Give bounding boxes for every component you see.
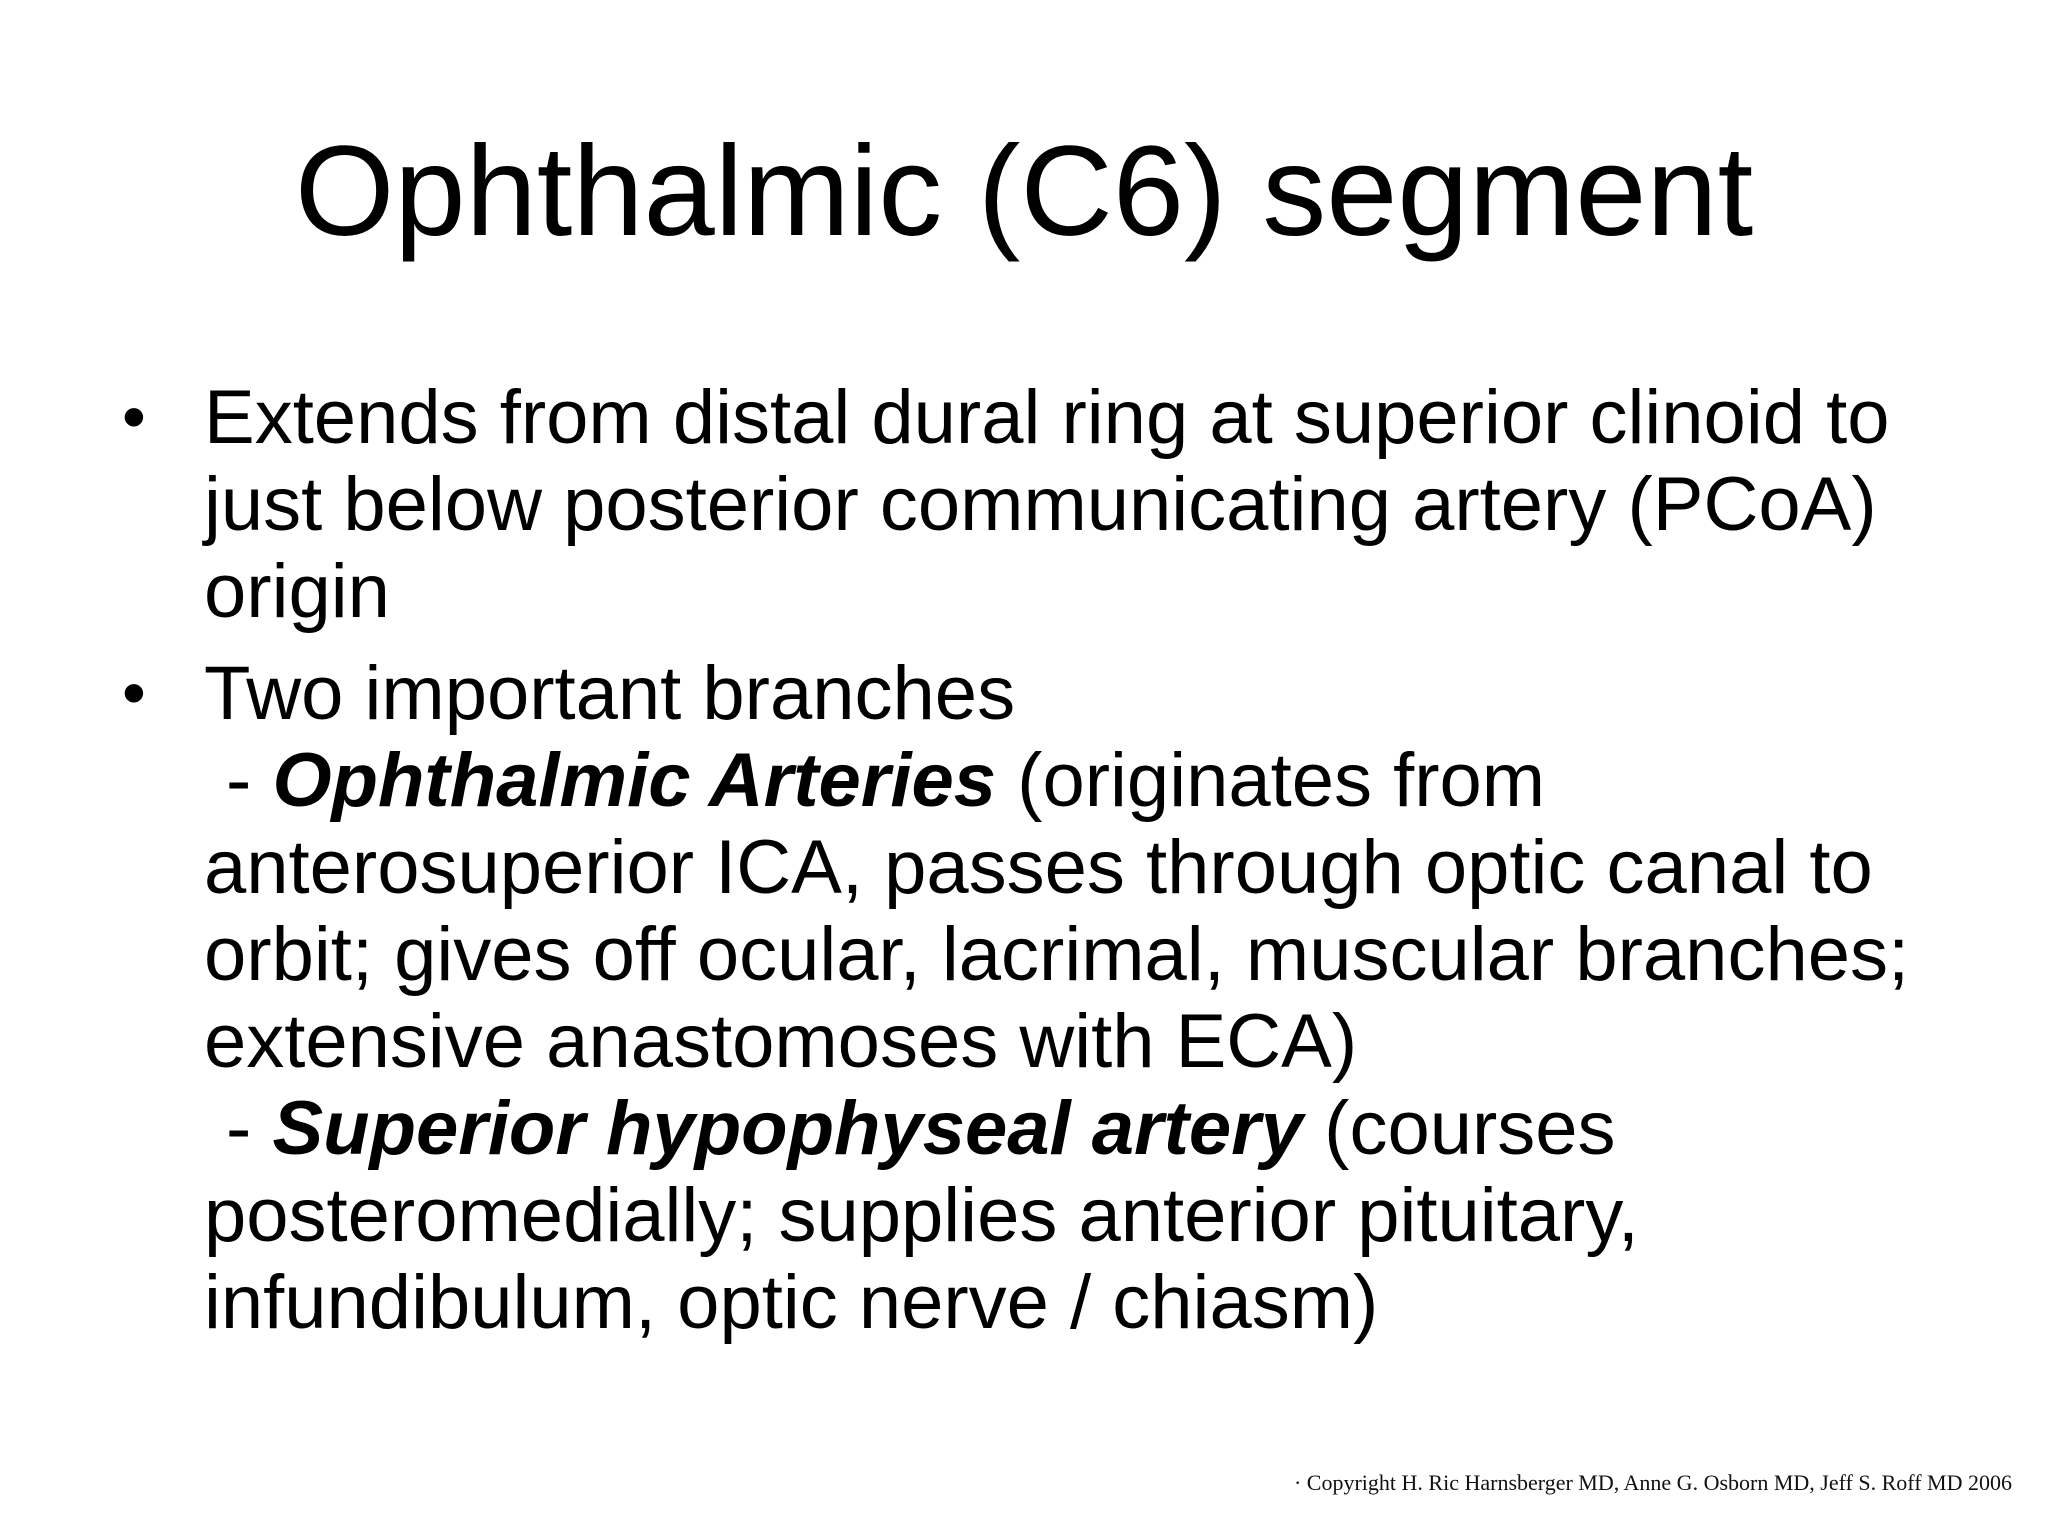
bullet-text: Extends from distal dural ring at superior clinoid to just below posterior communicating artery (PCoA) origin xyxy=(204,375,1890,634)
bullet-heading: Two important branches xyxy=(204,651,1016,736)
bullet-item-extent xyxy=(120,374,1980,635)
branch-name: Ophthalmic Arteries xyxy=(272,738,997,823)
bullet-dot-icon: • xyxy=(122,379,146,455)
bullet-dot-icon: • xyxy=(122,655,146,731)
branch-description: (originates from anterosuperior ICA, passes through optic canal to orbit; gives off ocular, lacrimal, muscular branches; extensive anastomoses with ECA) xyxy=(204,738,1910,1084)
branch-description: (courses posteromedially; supplies anterior pituitary, infundibulum, optic nerve / chiasm) xyxy=(204,1086,1639,1345)
branch-dash: - xyxy=(226,1086,273,1171)
copyright-notice: · Copyright H. Ric Harnsberger MD, Anne G. Osborn MD, Jeff S. Roff MD 2006 xyxy=(1293,1470,2012,1495)
branch-name: Superior hypophyseal artery xyxy=(272,1086,1304,1171)
bullet-item-branches xyxy=(120,650,1980,1346)
branch-superior-hypophyseal xyxy=(204,1085,1980,1346)
slide-title: Ophthalmic (C6) segment xyxy=(294,120,1754,263)
branch-ophthalmic xyxy=(204,737,1980,1085)
bullet-list xyxy=(120,374,1980,1361)
branch-dash: - xyxy=(226,738,273,823)
